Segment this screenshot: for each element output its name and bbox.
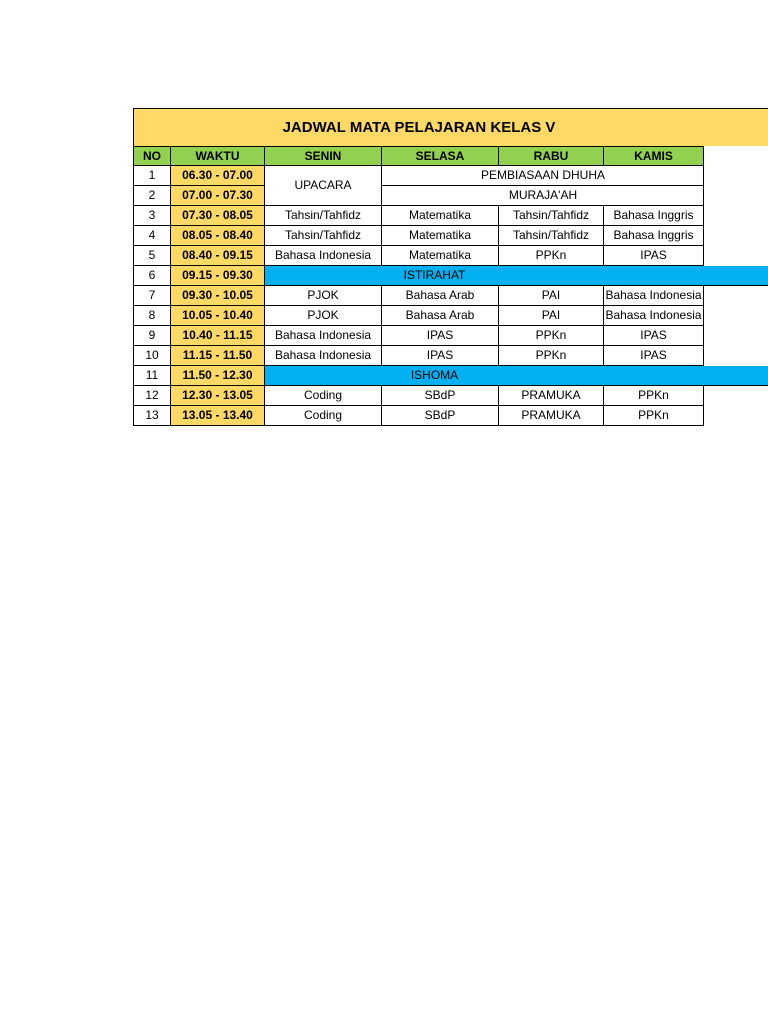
span-cell	[382, 186, 704, 206]
row-no: 2	[133, 186, 171, 206]
cell-senin: Bahasa Indonesia	[265, 246, 382, 266]
break-label: ISTIRAHAT	[403, 268, 466, 282]
row-waktu: 12.30 - 13.05	[171, 386, 265, 406]
cell-rabu: Tahsin/Tahfidz	[499, 206, 604, 226]
cell-senin: Bahasa Indonesia	[265, 326, 382, 346]
cell-selasa: Matematika	[382, 226, 499, 246]
header-kamis: KAMIS	[604, 146, 704, 166]
cell-senin: Coding	[265, 386, 382, 406]
cell-rabu: PPKn	[499, 246, 604, 266]
cell-selasa: SBdP	[382, 406, 499, 426]
cell-senin: PJOK	[265, 286, 382, 306]
row-no: 1	[133, 166, 171, 186]
row-no: 11	[133, 366, 171, 386]
header-waktu: WAKTU	[171, 146, 265, 166]
row-waktu: 07.30 - 08.05	[171, 206, 265, 226]
row-waktu: 08.40 - 09.15	[171, 246, 265, 266]
row-waktu: 07.00 - 07.30	[171, 186, 265, 206]
cell-rabu: PAI	[499, 286, 604, 306]
cell-rabu: PRAMUKA	[499, 386, 604, 406]
cell-kamis: Bahasa Indonesia	[604, 306, 704, 326]
row-waktu: 10.05 - 10.40	[171, 306, 265, 326]
cell-selasa: IPAS	[382, 326, 499, 346]
cell-kamis: Bahasa Inggris	[604, 206, 704, 226]
cell-kamis: PPKn	[604, 386, 704, 406]
row-waktu: 09.30 - 10.05	[171, 286, 265, 306]
cell-senin: Coding	[265, 406, 382, 426]
header-no: NO	[133, 146, 171, 166]
row-no: 13	[133, 406, 171, 426]
cell-selasa: Bahasa Arab	[382, 286, 499, 306]
header-rabu: RABU	[499, 146, 604, 166]
row-waktu: 13.05 - 13.40	[171, 406, 265, 426]
row-waktu: 11.50 - 12.30	[171, 366, 265, 386]
row-no: 9	[133, 326, 171, 346]
row-waktu: 11.15 - 11.50	[171, 346, 265, 366]
break-band	[265, 266, 768, 286]
cell-selasa: Bahasa Arab	[382, 306, 499, 326]
cell-kamis: Bahasa Inggris	[604, 226, 704, 246]
cell-rabu: PAI	[499, 306, 604, 326]
cell-senin: Bahasa Indonesia	[265, 346, 382, 366]
cell-senin: Tahsin/Tahfidz	[265, 206, 382, 226]
cell-senin: PJOK	[265, 306, 382, 326]
row-no: 8	[133, 306, 171, 326]
header-senin: SENIN	[265, 146, 382, 166]
break-band	[265, 366, 768, 386]
cell-kamis: IPAS	[604, 346, 704, 366]
cell-selasa: Matematika	[382, 206, 499, 226]
row-no: 4	[133, 226, 171, 246]
row-waktu: 06.30 - 07.00	[171, 166, 265, 186]
row-waktu: 09.15 - 09.30	[171, 266, 265, 286]
row-waktu: 10.40 - 11.15	[171, 326, 265, 346]
title-band	[133, 108, 768, 146]
cell-rabu: PPKn	[499, 346, 604, 366]
span-label: PEMBIASAAN DHUHA	[480, 168, 606, 182]
span-label: MURAJA'AH	[508, 188, 578, 202]
cell-kamis: PPKn	[604, 406, 704, 426]
cell-kamis: IPAS	[604, 246, 704, 266]
cell-rabu: PRAMUKA	[499, 406, 604, 426]
row-no: 10	[133, 346, 171, 366]
row-no: 12	[133, 386, 171, 406]
cell-kamis: IPAS	[604, 326, 704, 346]
cell-selasa: IPAS	[382, 346, 499, 366]
row-no: 7	[133, 286, 171, 306]
span-cell	[382, 166, 704, 186]
row-no: 6	[133, 266, 171, 286]
cell-selasa: Matematika	[382, 246, 499, 266]
cell-rabu: PPKn	[499, 326, 604, 346]
row-no: 5	[133, 246, 171, 266]
upacara-cell: UPACARA	[265, 166, 382, 206]
break-label: ISHOMA	[410, 368, 459, 382]
schedule-title: JADWAL MATA PELAJARAN KELAS V	[282, 119, 556, 136]
cell-selasa: SBdP	[382, 386, 499, 406]
header-selasa: SELASA	[382, 146, 499, 166]
cell-senin: Tahsin/Tahfidz	[265, 226, 382, 246]
row-waktu: 08.05 - 08.40	[171, 226, 265, 246]
cell-rabu: Tahsin/Tahfidz	[499, 226, 604, 246]
row-no: 3	[133, 206, 171, 226]
cell-kamis: Bahasa Indonesia	[604, 286, 704, 306]
